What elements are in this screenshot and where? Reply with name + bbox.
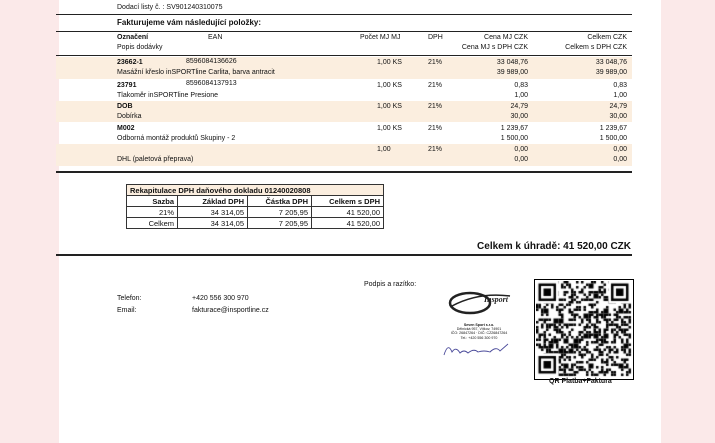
item-total-vat: 30,00 xyxy=(609,113,627,120)
col-qty-unit: Počet MJ MJ xyxy=(360,34,401,41)
item-total: 24,79 xyxy=(609,103,627,110)
recap-header: Základ DPH xyxy=(178,196,248,207)
item-vat: 21% xyxy=(428,146,443,153)
qr-pattern-icon xyxy=(536,281,632,378)
recap-cell: Celkem xyxy=(127,218,178,229)
item-unit-price: 33 048,76 xyxy=(496,59,528,66)
item-code: 23791 xyxy=(117,82,137,89)
item-unit-price: 24,79 xyxy=(510,103,528,110)
email-label: Email: xyxy=(117,307,137,314)
item-qty: 1,00 KS xyxy=(377,59,402,66)
stamp-company: Seven Sport s.r.o. xyxy=(463,323,495,327)
col-total-vat: Celkem s DPH CZK xyxy=(565,44,627,51)
divider xyxy=(56,31,632,32)
item-unit-price-vat: 1,00 xyxy=(514,92,528,99)
items-bottom-rule xyxy=(56,171,632,173)
col-unit-price: Cena MJ CZK xyxy=(484,34,528,41)
item-code: DOB xyxy=(117,103,133,110)
item-total-vat: 0,00 xyxy=(613,156,627,163)
delivery-note-number: Dodací listy č. : SV901240310075 xyxy=(117,4,223,11)
item-unit-price: 0,00 xyxy=(514,146,528,153)
recap-cell: 41 520,00 xyxy=(312,218,384,229)
divider xyxy=(56,55,632,56)
item-total-vat: 39 989,00 xyxy=(595,69,627,76)
item-unit-price-vat: 30,00 xyxy=(510,113,528,120)
item-name: Odborná montáž produktů Skupiny - 2 xyxy=(117,135,236,142)
recap-cell: 7 205,95 xyxy=(248,218,312,229)
recap-cell: 34 314,05 xyxy=(178,207,248,218)
item-qty: 1,00 KS xyxy=(377,82,402,89)
divider xyxy=(56,14,632,15)
svg-text:Insport: Insport xyxy=(484,295,509,304)
phone-label: Telefon: xyxy=(117,295,142,302)
item-total-vat: 1 500,00 xyxy=(599,135,627,142)
item-qty: 1,00 KS xyxy=(377,125,402,132)
item-unit-price-vat: 39 989,00 xyxy=(496,69,528,76)
stamp-phone: Tel.: +420 556 300 970 xyxy=(460,335,498,340)
col-vat: DPH xyxy=(428,34,443,41)
item-vat: 21% xyxy=(428,59,443,66)
vat-recap-table xyxy=(126,184,384,229)
item-total-vat: 1,00 xyxy=(613,92,627,99)
item-name: Masážní křeslo inSPORTline Carlita, barva antracit xyxy=(117,69,275,76)
item-ean: 8596084136626 xyxy=(186,58,237,65)
total-rule xyxy=(56,254,632,256)
total-due: Celkem k úhradě: 41 520,00 CZK xyxy=(477,241,631,252)
recap-cell: 21% xyxy=(127,207,178,218)
recap-header: Sazba xyxy=(127,196,178,207)
item-total: 1 239,67 xyxy=(599,125,627,132)
insport-logo-icon xyxy=(438,288,520,322)
item-qty: 1,00 KS xyxy=(377,103,402,110)
item-total: 0,83 xyxy=(613,82,627,89)
items-title: Fakturujeme vám následující položky: xyxy=(117,18,262,27)
item-total: 33 048,76 xyxy=(595,59,627,66)
item-name: Tlakoměr inSPORTline Presione xyxy=(117,92,219,99)
item-name: DHL (paletová přeprava) xyxy=(117,156,194,163)
row-band xyxy=(56,101,632,122)
item-vat: 21% xyxy=(428,103,443,110)
col-ean: EAN xyxy=(208,34,223,41)
recap-header: Celkem s DPH xyxy=(312,196,384,207)
qr-label: QR Platba+Faktura xyxy=(549,378,612,385)
recap-cell: 34 314,05 xyxy=(178,218,248,229)
recap-header: Částka DPH xyxy=(248,196,312,207)
recap-title: Rekapitulace DPH daňového dokladu 01240020808 xyxy=(127,185,384,196)
company-stamp xyxy=(438,288,520,356)
item-code: 23662-1 xyxy=(117,59,143,66)
item-code: M002 xyxy=(117,125,135,132)
item-unit-price: 0,83 xyxy=(514,82,528,89)
phone-value: +420 556 300 970 xyxy=(192,295,249,302)
col-designation: Označení xyxy=(117,34,149,41)
col-total: Celkem CZK xyxy=(587,34,627,41)
col-unit-price-vat: Cena MJ s DPH CZK xyxy=(461,44,528,51)
item-unit-price-vat: 0,00 xyxy=(514,156,528,163)
signature-label: Podpis a razítko: xyxy=(364,281,417,288)
stamp-address: Dělnická 957, Vítkov, 74901 xyxy=(456,327,502,332)
item-qty: 1,00 xyxy=(377,146,391,153)
item-unit-price: 1 239,67 xyxy=(500,125,528,132)
item-vat: 21% xyxy=(428,125,443,132)
recap-cell: 7 205,95 xyxy=(248,207,312,218)
stamp-ids: IČO: 26847264 · DIČ: CZ26847264 xyxy=(450,331,508,336)
item-ean: 8596084137913 xyxy=(186,80,237,87)
item-total: 0,00 xyxy=(613,146,627,153)
recap-cell: 41 520,00 xyxy=(312,207,384,218)
signature-icon xyxy=(438,340,520,358)
qr-code xyxy=(534,279,634,380)
item-vat: 21% xyxy=(428,82,443,89)
item-name: Dobírka xyxy=(117,113,142,120)
item-unit-price-vat: 1 500,00 xyxy=(500,135,528,142)
col-description: Popis dodávky xyxy=(117,44,163,51)
email-value: fakturace@insportline.cz xyxy=(192,307,269,314)
